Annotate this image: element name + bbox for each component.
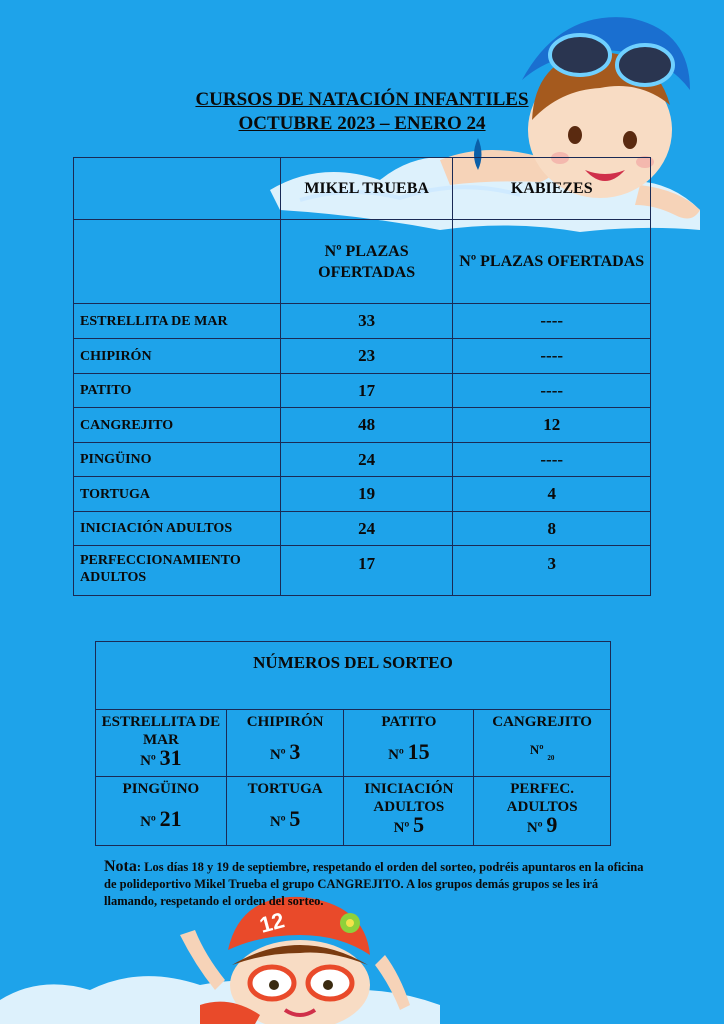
table-row — [74, 339, 651, 374]
draw-label: CANGREJITO — [492, 714, 592, 730]
empty-subheader-cell — [74, 220, 281, 304]
draw-label: PERFEC. ADULTOS — [506, 781, 578, 815]
note-label: Nota — [104, 858, 137, 875]
plazas-mikel: 17 — [280, 374, 453, 408]
num-prefix: Nº — [526, 820, 543, 836]
num-prefix: Nº — [140, 753, 156, 769]
table-row — [74, 408, 651, 443]
title-line-2: OCTUBRE 2023 – ENERO 24 — [238, 113, 486, 134]
course-name: INICIACIÓN ADULTOS — [74, 512, 281, 546]
plazas-mikel: 23 — [280, 339, 453, 374]
num-prefix: Nº — [140, 814, 156, 830]
num-prefix: Nº — [269, 747, 286, 763]
venue-kabiezes: KABIEZES — [453, 158, 651, 220]
draw-cell — [474, 777, 611, 846]
plazas-kabiezes: ---- — [453, 443, 651, 477]
empty-header-cell — [74, 158, 281, 220]
plazas-mikel: 19 — [280, 477, 453, 512]
venue-mikel-trueba: MIKEL TRUEBA — [280, 158, 453, 220]
table-row — [74, 443, 651, 477]
table-row — [74, 374, 651, 408]
note-paragraph — [104, 858, 644, 910]
draw-cell — [344, 710, 474, 777]
draw-cell — [226, 710, 344, 777]
num-prefix: Nº — [388, 747, 404, 763]
draw-cell — [96, 777, 227, 846]
draw-cell — [96, 710, 227, 777]
course-name: PATITO — [74, 374, 281, 408]
table-row — [74, 477, 651, 512]
plazas-kabiezes: 4 — [453, 477, 651, 512]
course-name: PINGÜINO — [74, 443, 281, 477]
plazas-header-kabiezes: Nº PLAZAS OFERTADAS — [453, 220, 651, 304]
draw-number: 9 — [546, 812, 558, 837]
draw-row — [96, 710, 611, 777]
note-text: : Los días 18 y 19 de septiembre, respetando el orden del sorteo, podréis apuntaros en la oficina de polideportivo Mikel Trueba el grupo CANGREJITO. A los grupos demás grupos se les irá llamando, respetando el orden del sorteo. — [104, 860, 644, 908]
draw-number: 5 — [289, 806, 301, 831]
plazas-mikel: 33 — [280, 304, 453, 339]
page-title — [0, 88, 724, 136]
draw-number: 21 — [159, 806, 182, 831]
draw-label: PATITO — [381, 714, 437, 730]
table-row — [74, 512, 651, 546]
draw-label: TORTUGA — [247, 781, 323, 797]
course-name: CHIPIRÓN — [74, 339, 281, 374]
course-name: ESTRELLITA DE MAR — [74, 304, 281, 339]
plazas-mikel: 48 — [280, 408, 453, 443]
courses-table — [73, 157, 651, 596]
draw-label: INICIACIÓN ADULTOS — [364, 781, 454, 815]
plazas-mikel: 24 — [280, 443, 453, 477]
draw-title: NÚMEROS DEL SORTEO — [96, 642, 611, 710]
draw-cell — [226, 777, 344, 846]
subheader-row — [74, 220, 651, 304]
plazas-kabiezes: ---- — [453, 374, 651, 408]
svg-text:12: 12 — [256, 907, 287, 938]
course-name: TORTUGA — [74, 477, 281, 512]
draw-number: 15 — [407, 739, 430, 764]
draw-cell — [474, 710, 611, 777]
plazas-mikel: 24 — [280, 512, 453, 546]
draw-number: 31 — [159, 745, 182, 770]
draw-number: 3 — [289, 739, 301, 764]
plazas-mikel: 17 — [280, 546, 453, 596]
title-line-1: CURSOS DE NATACIÓN INFANTILES — [195, 89, 529, 110]
plazas-kabiezes: ---- — [453, 304, 651, 339]
swimmer-girl-illustration — [0, 895, 440, 1024]
draw-number: 5 — [413, 812, 425, 837]
draw-number: 20 — [547, 754, 555, 762]
draw-label: ESTRELLITA DE MAR — [101, 714, 221, 748]
num-prefix: Nº — [529, 742, 544, 757]
plazas-kabiezes: 12 — [453, 408, 651, 443]
venue-header-row — [74, 158, 651, 220]
num-prefix: Nº — [393, 820, 410, 836]
draw-label: CHIPIRÓN — [246, 714, 324, 730]
draw-label: PINGÜINO — [122, 781, 200, 797]
plazas-kabiezes: 3 — [453, 546, 651, 596]
plazas-header-mikel: Nº PLAZAS OFERTADAS — [280, 220, 453, 304]
course-name: CANGREJITO — [74, 408, 281, 443]
num-prefix: Nº — [269, 814, 286, 830]
table-row — [74, 546, 651, 596]
course-name: PERFECCIONAMIENTO ADULTOS — [74, 546, 281, 596]
draw-cell — [344, 777, 474, 846]
table-row — [74, 304, 651, 339]
draw-table — [95, 641, 611, 846]
draw-row — [96, 777, 611, 846]
plazas-kabiezes: ---- — [453, 339, 651, 374]
plazas-kabiezes: 8 — [453, 512, 651, 546]
